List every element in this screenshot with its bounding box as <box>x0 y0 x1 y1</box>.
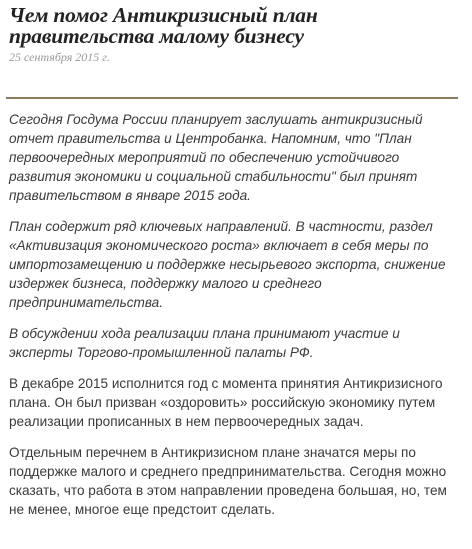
paragraph-3: В обсуждении хода реализации плана принимают участие и эксперты Торгово-промышленной палаты РФ. <box>9 326 400 360</box>
paragraph-5: Отдельным перечнем в Антикризисном плане значатся меры по поддержке малого и среднего предпринимательства. Сегодня можно сказать, что работа в этом направлении проведена большая, но, тем не менее, многое еще предстоит сделать. <box>9 445 447 517</box>
paragraph-4: В декабре 2015 исполнится год с момента принятия Антикризисного плана. Он был призван «оздоровить» российскую экономику путем реализации прописанных в нем первоочередных задач. <box>9 376 443 429</box>
article-date: 25 сентября 2015 г. <box>9 50 110 64</box>
article-body <box>9 110 464 519</box>
article-title: Чем помог Антикризисный план правительства малому бизнесу <box>9 3 318 48</box>
paragraph-2: План содержит ряд ключевых направлений. В частности, раздел «Активизация экономического роста» включает в себя меры по импортозамещению и поддержке несырьевого экспорта, снижение издержек бизнеса, поддержку малого и среднего предпринимательства. <box>9 219 446 310</box>
divider <box>6 97 458 99</box>
paragraph-1: Сегодня Госдума России планирует заслушать антикризисный отчет правительства и Центробанка. Напомним, что "План первоочередных мероприятий по обеспечению устойчивого развития экономики и социальной стабильности" был принят правительством в январе 2015 года. <box>9 112 423 203</box>
